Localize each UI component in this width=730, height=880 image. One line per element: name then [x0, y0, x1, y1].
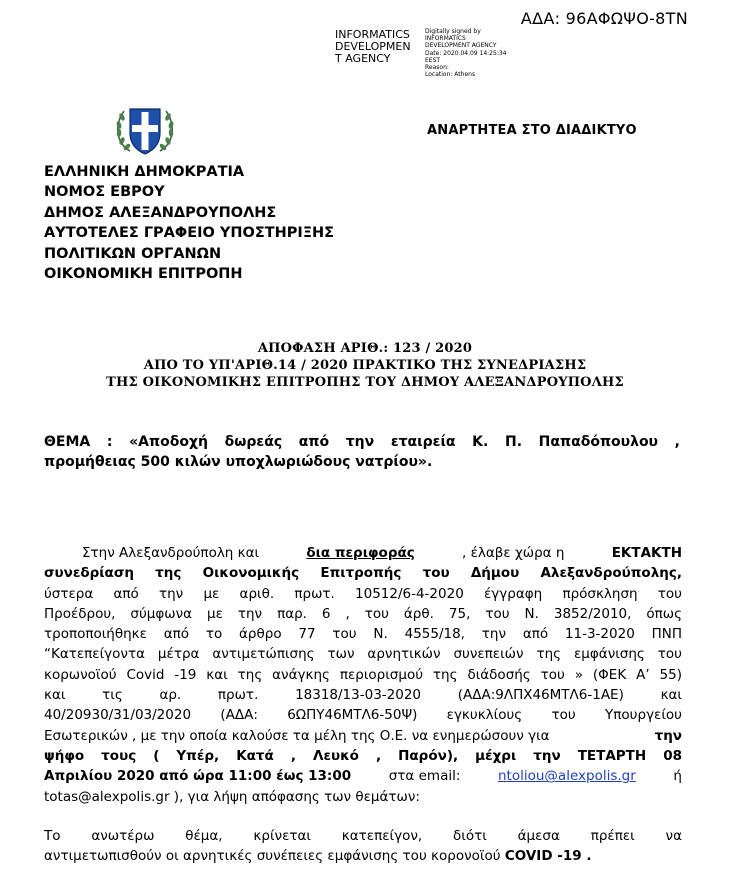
- decision-number: ΑΠΟΦΑΣΗ ΑΡΙΘ.: 123 / 2020: [257, 341, 473, 356]
- paragraph-line: και τις αρ. πρωτ. 18318/13-03-2020 (ΑΔΑ:9ΛΠΧ46ΜΤΛ6-1ΑΕ) και: [44, 687, 682, 704]
- paragraph-line: Το ανωτέρω θέμα, κρίνεται κατεπείγον, διότι άμεσα πρέπει να: [44, 828, 682, 844]
- paragraph-line: 40/20930/31/03/2020 (ΑΔΑ: 6ΩΠΥ46ΜΤΛ6-50Ψ) εγκυκλίους του Υπουργείου: [44, 707, 682, 724]
- authority-line: ΑΥΤΟΤΕΛΕΣ ΓΡΑΦΕΙΟ ΥΠΟΣΤΗΡΙΞΗΣ: [44, 225, 335, 242]
- meeting-paragraph: [44, 543, 682, 807]
- authority-line: ΠΟΛΙΤΙΚΩΝ ΟΡΓΑΝΩΝ: [44, 245, 222, 262]
- paragraph-line: Στην Αλεξανδρούπολη και δια περιφοράς , έλαβε χώρα η ΕΚΤΑΚΤΗ: [44, 543, 682, 563]
- authority-line: ΔΗΜΟΣ ΑΛΕΞΑΝΔΡΟΥΠΟΛΗΣ: [44, 204, 277, 221]
- digital-signature-details: Digitally signed by INFORMATICS DEVELOPMENT AGENCY Date: 2020.04.09 14:25:34 EEST Reason: Location: Athens: [425, 28, 507, 79]
- email-link-ntoliou[interactable]: ntoliou@alexpolis.gr: [498, 768, 636, 785]
- subject-line: προμήθειας 500 κιλών υποχλωριώδους νατρίου».: [44, 454, 433, 470]
- authority-line: ΕΛΛΗΝΙΚΗ ΔΗΜΟΚΡΑΤΙΑ: [44, 164, 245, 180]
- paragraph-line: κορωνοϊού Covid -19 και της ανάγκης περιορισμού της διάδοσής του » (ΦΕΚ Α’ 55): [44, 666, 682, 683]
- paragraph-line: Προέδρου, σύμφωνα με την παρ. 6 , του άρθ. 75, του Ν. 3852/2010, όπως: [44, 605, 682, 622]
- extraordinary-text: ΕΚΤΑΚΤΗ: [611, 545, 682, 561]
- paragraph-line: ύστερα από την με αριθ. πρωτ. 10512/6-4-2020 έγγραφη πρόσκληση του: [44, 585, 682, 602]
- by-circulation-text: δια περιφοράς: [306, 545, 415, 561]
- committee-reference: ΤΗΣ ΟΙΚΟΝΟΜΙΚΗΣ ΕΠΙΤΡΟΠΗΣ ΤΟΥ ΔΗΜΟΥ ΑΛΕΞΑΝΔΡΟΥΠΟΛΗΣ: [106, 375, 624, 390]
- minutes-reference: ΑΠΟ ΤΟ ΥΠ'ΑΡΙΘ.14 / 2020 ΠΡΑΚΤΙΚΟ ΤΗΣ ΣΥΝΕΔΡΙΑΣΗΣ: [143, 358, 587, 373]
- paragraph-line: “Κατεπείγοντα μέτρα αντιμετώπισης των αρνητικών συνεπειών της εμφάνισης του: [44, 646, 682, 663]
- paragraph-line: ψήφο τους ( Υπέρ, Κατά , Λευκό , Παρόν), μέχρι την ΤΕΤΑΡΤΗ 08: [44, 747, 682, 764]
- issuing-authority: [44, 162, 334, 284]
- digital-signer-name: INFORMATICS DEVELOPMEN T AGENCY: [335, 28, 411, 65]
- greek-coat-of-arms-icon: [108, 103, 182, 157]
- paragraph-line: totas@alexpolis.gr ), για λήψη απόφασης των θεμάτων:: [44, 788, 420, 805]
- decision-header: [0, 340, 730, 391]
- publish-online-note: ΑΝΑΡΤΗΤΕΑ ΣΤΟ ΔΙΑΔΙΚΤΥΟ: [427, 123, 637, 138]
- ada-code: ΑΔΑ: 96ΑΦΩΨΟ-8ΤΝ: [520, 9, 688, 28]
- authority-line: ΟΙΚΟΝΟΜΙΚΗ ΕΠΙΤΡΟΠΗ: [44, 266, 243, 283]
- subject-line: ΘΕΜΑ : «Αποδοχή δωρεάς από την εταιρεία Κ. Π. Παπαδόπουλου ,: [44, 434, 680, 450]
- paragraph-line: Απριλίου 2020 από ώρα 11:00 έως 13:00 στα email: ntoliou@alexpolis.gr ή: [44, 766, 682, 786]
- paragraph-line: τροποποιήθηκε από το άρθρο 77 του Ν. 4555/18, την από 11-3-2020 ΠΝΠ: [44, 626, 682, 643]
- paragraph-line: συνεδρίαση της Οικονομικής Επιτροπής του Δήμου Αλεξανδρούπολης,: [44, 565, 682, 582]
- subject: [44, 432, 680, 472]
- covid-text: COVID -19 .: [504, 848, 592, 865]
- authority-line: ΝΟΜΟΣ ΕΒΡΟΥ: [44, 184, 165, 201]
- paragraph-line: Εσωτερικών , με την οποία καλούσε τα μέλη της Ο.Ε. να ενημερώσουν για την: [44, 727, 682, 744]
- urgency-paragraph: [44, 826, 682, 867]
- paragraph-line: αντιμετωπισθούν οι αρνητικές συνέπειες εμφάνισης του κορονοϊού COVID -19 .: [44, 848, 592, 865]
